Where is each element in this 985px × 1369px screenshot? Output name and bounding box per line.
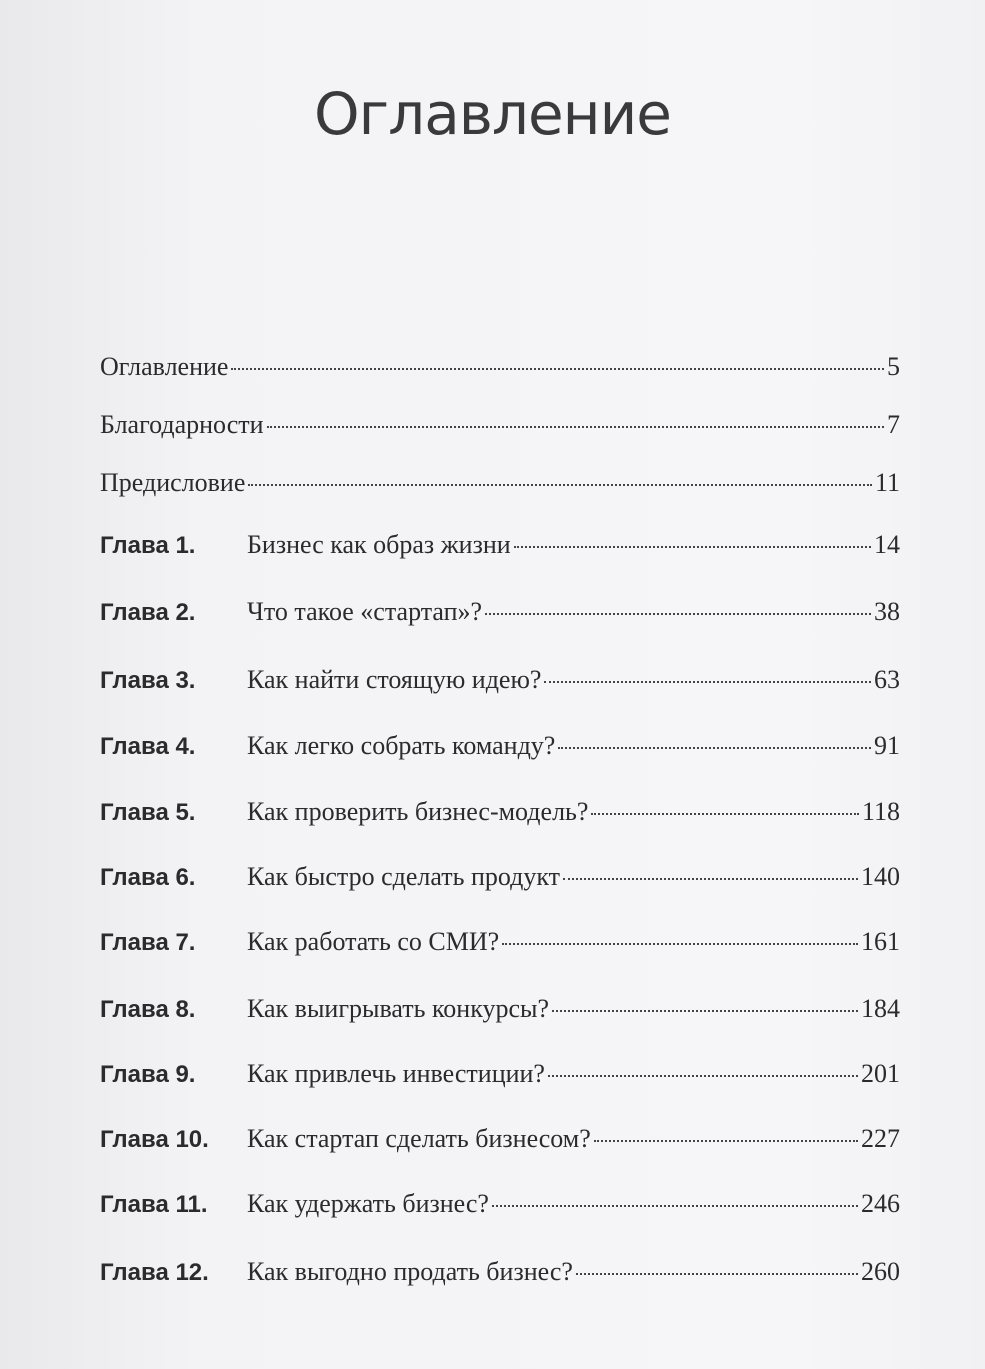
chapter-label: Глава 10. (100, 1126, 209, 1153)
page-number: 14 (874, 530, 900, 559)
chapter-label: Глава 6. (100, 864, 196, 891)
page-number: 201 (861, 1059, 900, 1088)
page-title: Оглавление (314, 80, 671, 148)
entry-title: Как выигрывать конкурсы? (247, 994, 550, 1023)
chapter-label: Глава 5. (100, 799, 196, 826)
toc-entry (100, 797, 900, 831)
chapter-label: Глава 1. (100, 532, 196, 559)
page-number: 227 (861, 1124, 900, 1153)
page-number: 246 (861, 1189, 900, 1218)
entry-title: Как выгодно продать бизнес? (247, 1257, 573, 1286)
chapter-label: Глава 4. (100, 733, 196, 760)
entry-title: Как стартап сделать бизнесом? (247, 1124, 591, 1153)
page-number: 118 (861, 797, 900, 826)
page-number: 5 (887, 352, 900, 381)
chapter-label: Глава 11. (100, 1191, 208, 1218)
page-number: 260 (861, 1257, 900, 1286)
toc-entry (100, 410, 900, 444)
dot-leader (231, 368, 884, 370)
entry-title: Предисловие (100, 468, 246, 497)
dot-leader (514, 546, 871, 548)
toc-entry (100, 1059, 900, 1093)
toc-entry (100, 1189, 900, 1223)
dot-leader (552, 1010, 858, 1012)
chapter-label: Глава 8. (100, 996, 196, 1023)
page-number: 140 (861, 862, 900, 891)
entry-title: Благодарности (100, 410, 264, 439)
entry-title: Как удержать бизнес? (247, 1189, 489, 1218)
toc-entry (100, 731, 900, 765)
dot-leader (248, 484, 872, 486)
page-number: 161 (861, 927, 900, 956)
entry-title: Как проверить бизнес-модель? (247, 797, 589, 826)
page-number: 63 (874, 665, 900, 694)
entry-title: Как легко собрать команду? (247, 731, 556, 760)
entry-title: Как быстро сделать продукт (247, 862, 561, 891)
chapter-label: Глава 3. (100, 667, 196, 694)
dot-leader (548, 1075, 858, 1077)
dot-leader (563, 878, 858, 880)
chapter-label: Глава 12. (100, 1259, 209, 1286)
dot-leader (591, 813, 859, 815)
page-number: 38 (874, 597, 900, 626)
dot-leader (485, 613, 871, 615)
toc-entry (100, 994, 900, 1028)
chapter-label: Глава 9. (100, 1061, 196, 1088)
dot-leader (558, 747, 871, 749)
dot-leader (594, 1140, 858, 1142)
toc-entry (100, 665, 900, 699)
dot-leader (267, 426, 884, 428)
toc-entry (100, 1124, 900, 1158)
dot-leader (576, 1273, 858, 1275)
toc-entry (100, 597, 900, 631)
chapter-label: Глава 7. (100, 929, 196, 956)
toc-entry (100, 927, 900, 961)
page-number: 184 (861, 994, 900, 1023)
toc-entry (100, 530, 900, 564)
entry-title: Что такое «стартап»? (247, 597, 483, 626)
page-number: 91 (874, 731, 900, 760)
dot-leader (544, 681, 871, 683)
entry-title: Как работать со СМИ? (247, 927, 500, 956)
dot-leader (492, 1205, 858, 1207)
entry-title: Как найти стоящую идею? (247, 665, 542, 694)
dot-leader (502, 943, 858, 945)
toc-entry (100, 1257, 900, 1291)
chapter-label: Глава 2. (100, 599, 196, 626)
page-number: 7 (887, 410, 900, 439)
entry-title: Бизнес как образ жизни (247, 530, 511, 559)
entry-title: Оглавление (100, 352, 229, 381)
entry-title: Как привлечь инвестиции? (247, 1059, 545, 1088)
page-number: 11 (874, 468, 900, 497)
toc-entry (100, 468, 900, 502)
toc-entry (100, 862, 900, 896)
toc-entry (100, 352, 900, 386)
